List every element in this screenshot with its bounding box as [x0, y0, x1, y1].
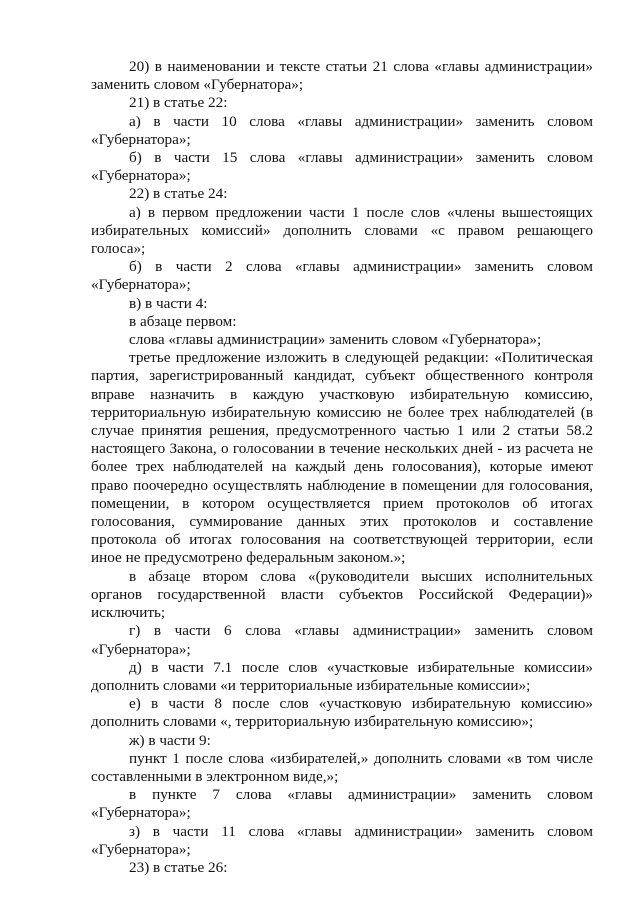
paragraph: а) в части 10 слова «главы администрации» заменить словом «Губернатора»;: [91, 112, 593, 148]
paragraph: 20) в наименовании и тексте статьи 21 слова «главы администрации» заменить словом «Губернатора»;: [91, 58, 593, 94]
paragraph: слова «главы администрации» заменить словом «Губернатора»;: [129, 331, 542, 349]
paragraph: г) в части 6 слова «главы администрации» заменить словом «Губернатора»;: [91, 622, 593, 658]
paragraph: д) в части 7.1 после слов «участковые избирательные комиссии» дополнить словами «и территориальные избирательные комиссии»;: [91, 658, 593, 694]
paragraph: третье предложение изложить в следующей редакции: «Политическая партия, зарегистрированный кандидат, субъект общественного контроля вправе назначить в каждую участковую избирательную комиссию, территориальную избирательную комиссию не более трех наблюдателей (в случае принятия решения, предусмотренного частью 1 или 2 статьи 58.2 настоящего Закона, о голосовании в течение нескольких дней - из расчета не более трех наблюдателей на каждый день голосования), которые имеют право поочередно осуществлять наблюдение в помещении для голосования, помещении, в котором осуществляется прием протоколов об итогах голосования, суммирование данных этих протоколов и составление протокола об итогах голосования на соответствующей территории, если иное не предусмотрено федеральным законом.»;: [91, 349, 593, 567]
paragraph: а) в первом предложении части 1 после слов «члены вышестоящих избирательных комиссий» дополнить словами «с правом решающего голоса»;: [91, 203, 593, 258]
paragraph: в абзаце втором слова «(руководители высших исполнительных органов государственной власти субъектов Российской Федерации)» исключить;: [91, 567, 593, 622]
paragraph: 22) в статье 24:: [129, 185, 228, 203]
paragraph: в абзаце первом:: [129, 312, 237, 330]
paragraph: пункт 1 после слова «избирателей,» дополнить словами «в том числе составленными в электронном виде,»;: [91, 749, 593, 785]
paragraph: з) в части 11 слова «главы администрации» заменить словом «Губернатора»;: [91, 822, 593, 858]
paragraph: ж) в части 9:: [129, 731, 211, 749]
paragraph: в) в части 4:: [129, 294, 208, 312]
paragraph: б) в части 2 слова «главы администрации» заменить словом «Губернатора»;: [91, 258, 593, 294]
paragraph: б) в части 15 слова «главы администрации» заменить словом «Губернатора»;: [91, 149, 593, 185]
paragraph: е) в части 8 после слов «участковую избирательную комиссию» дополнить словами «, территориальную избирательную комиссию»;: [91, 695, 593, 731]
paragraph: 23) в статье 26:: [129, 858, 228, 876]
paragraph: в пункте 7 слова «главы администрации» заменить словом «Губернатора»;: [91, 786, 593, 822]
document-body: [91, 58, 593, 877]
paragraph: 21) в статье 22:: [129, 94, 228, 112]
